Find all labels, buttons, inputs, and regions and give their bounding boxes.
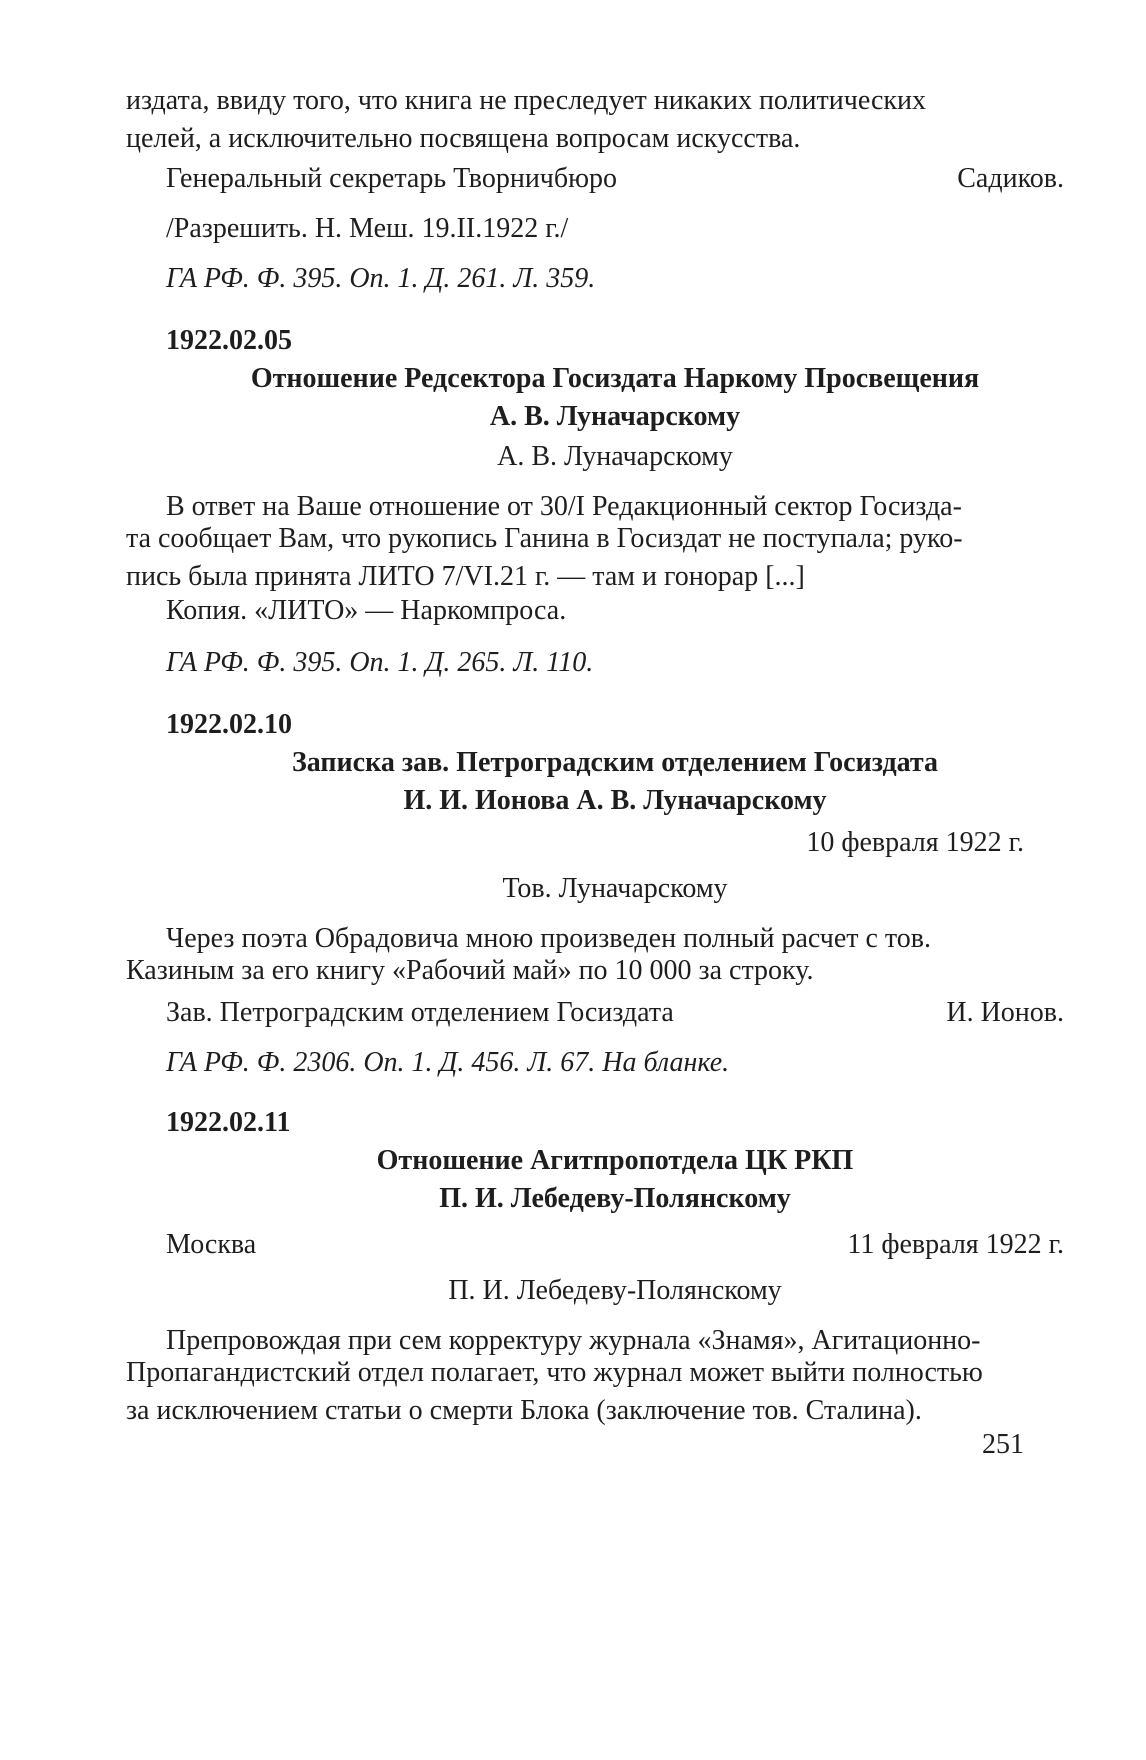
body-paragraph-cont <box>126 952 1024 990</box>
text-line: В ответ на Ваше отношение от 30/I Редакционный сектор Госизда- <box>166 491 962 522</box>
archive-reference: ГА РФ. Ф. 395. Оп. 1. Д. 265. Л. 110. <box>166 647 594 678</box>
body-paragraph-cont <box>126 1354 1024 1430</box>
text-line: та сообщает Вам, что рукопись Ганина в Госиздат не поступала; руко- <box>126 523 963 554</box>
signature-name: Садиков. <box>957 163 1064 194</box>
text-line: Через поэта Обрадовича мною произведен полный расчет с тов. <box>166 923 932 954</box>
signature-row <box>126 160 1064 198</box>
text-line: издата, ввиду того, что книга не преследует никаких политических <box>126 85 926 116</box>
signature-name: И. Ионов. <box>946 997 1064 1028</box>
title-line: Записка зав. Петроградским отделением Госиздата <box>292 747 938 778</box>
text-line: пись была принята ЛИТО 7/VI.21 г. — там и гонорар [...] <box>126 561 805 592</box>
title-line: Отношение Редсектора Госиздата Наркому Просвещения <box>250 363 980 394</box>
document-date-code: 1922.02.11 <box>166 1107 291 1138</box>
addressee: Тов. Луначарскому <box>502 873 728 904</box>
document-title <box>126 1142 1064 1218</box>
text-line: Пропагандистский отдел полагает, что журнал может выйти полностью <box>126 1357 983 1388</box>
signature-position: Генеральный секретарь Творничбюро <box>166 163 618 194</box>
title-line: А. В. Луначарскому <box>489 401 741 432</box>
archive-reference: ГА РФ. Ф. 395. Оп. 1. Д. 261. Л. 359. <box>166 263 596 294</box>
title-line: П. И. Лебедеву-Полянскому <box>439 1183 791 1214</box>
title-line: И. И. Ионова А. В. Луначарскому <box>403 785 827 816</box>
text-line: за исключением статьи о смерти Блока (заключение тов. Сталина). <box>126 1395 922 1426</box>
signature-row <box>126 994 1064 1032</box>
document-title <box>126 360 1064 436</box>
page-number: 251 <box>982 1429 1024 1460</box>
resolution-note: /Разрешить. Н. Меш. 19.II.1922 г./ <box>166 213 569 244</box>
body-paragraph-cont <box>126 520 1024 596</box>
document-date-code: 1922.02.10 <box>166 709 292 740</box>
text-line: целей, а исключительно посвящена вопросам искусства. <box>126 123 801 154</box>
document-title <box>126 744 1064 820</box>
archive-reference: ГА РФ. Ф. 2306. Оп. 1. Д. 456. Л. 67. На бланке. <box>166 1047 730 1078</box>
document-date: 10 февраля 1922 г. <box>806 827 1024 858</box>
document-place: Москва <box>166 1229 257 1260</box>
copy-note: Копия. «ЛИТО» — Наркомпроса. <box>166 595 567 626</box>
document-date-code: 1922.02.05 <box>166 325 292 356</box>
addressee: П. И. Лебедеву-Полянскому <box>448 1275 782 1306</box>
signature-position: Зав. Петроградским отделением Госиздата <box>166 997 674 1028</box>
place-date-row <box>126 1226 1064 1264</box>
text-line: Казиным за его книгу «Рабочий май» по 10 000 за строку. <box>126 955 814 986</box>
continuation-paragraph <box>126 82 1024 158</box>
text-line: Препровождая при сем корректуру журнала «Знамя», Агитационно- <box>166 1325 981 1356</box>
title-line: Отношение Агитпропотдела ЦК РКП <box>376 1145 854 1176</box>
addressee: А. В. Луначарскому <box>497 441 733 472</box>
document-date: 11 февраля 1922 г. <box>847 1229 1064 1260</box>
